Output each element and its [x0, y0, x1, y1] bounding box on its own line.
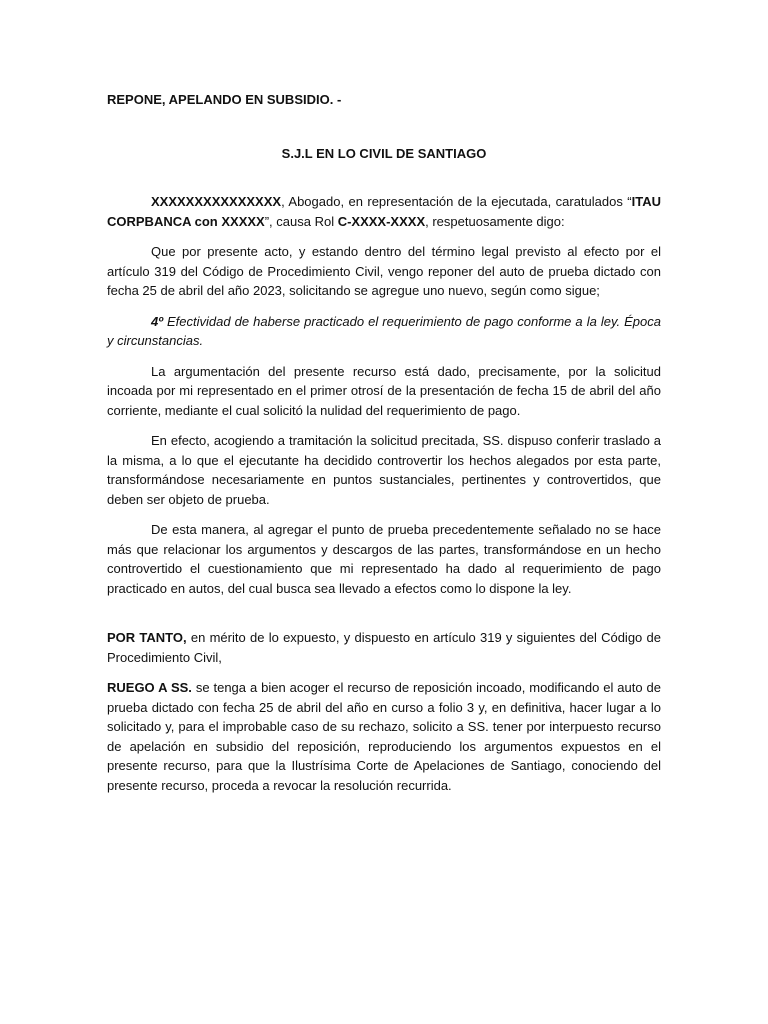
lawyer-name: XXXXXXXXXXXXXXX: [151, 194, 282, 209]
document-body: [107, 192, 661, 806]
proof-point-text: Efectividad de haberse practicado el requerimiento de pago conforme a la ley. Época y circunstancias.: [107, 313, 661, 348]
paragraph-1: Que por presente acto, y estando dentro del término legal previsto al efecto por el artículo 319 del Código de Procedimiento Civil, vengo reponer del auto de prueba dictado con fecha 25 de abril del año 2023, solicitando se agregue uno nuevo, según como sigue;: [107, 244, 661, 298]
intro-text-3: , respetuosamente digo:: [425, 213, 565, 229]
case-name: ITAU CORPBANCA con XXXXX: [107, 194, 661, 229]
proof-point-number: 4º: [151, 313, 163, 329]
por-tanto-paragraph: [107, 628, 661, 667]
intro-text-2: ”, causa Rol: [264, 213, 338, 229]
case-rol: C-XXXX-XXXX: [337, 213, 426, 229]
paragraph-2-proof-point: [107, 312, 661, 351]
ruego-paragraph: [107, 678, 661, 795]
ruego-label: RUEGO A SS.: [107, 680, 192, 695]
ruego-text: se tenga a bien acoger el recurso de reposición incoado, modificando el auto de prueba dictado con fecha 25 de abril del año en curso a folio 3 y, en definitiva, hacer lugar a lo solicitado y, para el improbable caso de su rechazo, solicito a SS. tener por interpuesto recurso de apelación en subsidio del reposición, reproduciendo los argumentos expuestos en el presente recurso, para que la Ilustrísima Corte de Apelaciones de Santiago, conociendo del presente recurso, proceda a revocar la resolución recurrida.: [107, 680, 661, 793]
court-title: S.J.L EN LO CIVIL DE SANTIAGO: [281, 146, 487, 161]
document-heading: REPONE, APELANDO EN SUBSIDIO. -: [107, 92, 342, 107]
paragraph-3: La argumentación del presente recurso está dado, precisamente, por la solicitud incoada por mi representado en el primer otrosí de la presentación de fecha 15 de abril del año corriente, mediante el cual solicitó la nulidad del requerimiento de pago.: [107, 363, 661, 418]
intro-paragraph: [107, 192, 661, 231]
paragraph-5: De esta manera, al agregar el punto de prueba precedentemente señalado no se hace más que relacionar los argumentos y descargos de las partes, transformándose en un hecho controvertido el cuestionamiento que mi representado ha dado al requerimiento de pago practicado en autos, del cual busca sea llevado a efectos como lo dispone la ley.: [107, 522, 661, 596]
intro-text-1: , Abogado, en representación de la ejecutada, caratulados “: [281, 194, 632, 209]
paragraph-4: En efecto, acogiendo a tramitación la solicitud precitada, SS. dispuso conferir traslado a la misma, a lo que el ejecutante ha decidido controvertir los hechos alegados por esta parte, transformándose necesariamente en puntos sustanciales, pertinentes y controvertidos, que deben ser objeto de prueba.: [107, 433, 661, 507]
por-tanto-label: POR TANTO,: [107, 630, 187, 645]
por-tanto-text: en mérito de lo expuesto, y dispuesto en artículo 319 y siguientes del Código de Procedimiento Civil,: [107, 630, 662, 665]
